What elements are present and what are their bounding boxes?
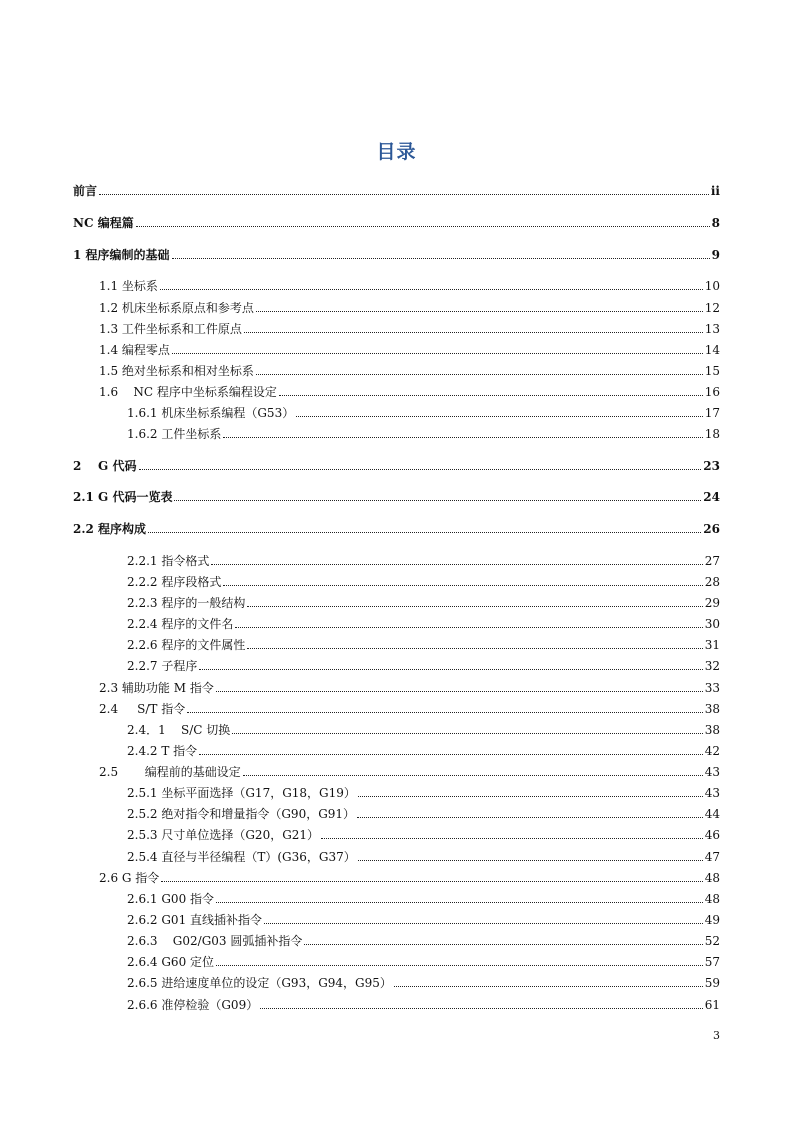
toc-entry-title: 1.6.1 机床坐标系编程（G53） — [127, 406, 295, 420]
toc-entry-page: ii — [710, 184, 720, 198]
toc-entry-title: 2.1 G 代码一览表 — [73, 490, 173, 504]
toc-entry-2-5-1[interactable] — [127, 784, 720, 800]
toc-entry-title: 2.2.4 程序的文件名 — [127, 617, 234, 631]
toc-entry-2-5-3[interactable] — [127, 826, 720, 842]
toc-entry-1-4[interactable] — [99, 341, 720, 357]
toc-entry-2-6-1[interactable] — [127, 890, 720, 906]
toc-leader-dots — [256, 374, 703, 375]
toc-entry-title: 1 程序编制的基础 — [73, 248, 170, 262]
toc-entry-page: 9 — [711, 248, 720, 262]
toc-entry-1-2[interactable] — [99, 299, 720, 315]
toc-leader-dots — [321, 838, 703, 839]
toc-entry-title: 2.5.3 尺寸单位选择（G20，G21） — [127, 828, 320, 842]
toc-entry-page: 49 — [704, 913, 720, 927]
toc-entry-page: 43 — [704, 786, 720, 800]
toc-entry-page: 42 — [704, 744, 720, 758]
toc-leader-dots — [187, 712, 702, 713]
toc-entry-page: 17 — [704, 406, 720, 420]
toc-entry-page: 38 — [704, 702, 720, 716]
toc-entry-2-3[interactable] — [99, 679, 720, 695]
toc-leader-dots — [172, 353, 703, 354]
toc-entry-title: 2.6.6 准停检验（G09） — [127, 998, 259, 1012]
toc-leader-dots — [139, 469, 702, 470]
toc-entry-title: 1.3 工件坐标系和工件原点 — [99, 322, 242, 336]
toc-leader-dots — [247, 648, 702, 649]
toc-leader-dots — [199, 754, 703, 755]
toc-entry-page: 57 — [704, 955, 720, 969]
toc-entry-page: 31 — [704, 638, 720, 652]
toc-entry-title: 2.6.4 G60 定位 — [127, 955, 215, 969]
toc-leader-dots — [216, 691, 703, 692]
toc-entry-title: 1.5 绝对坐标系和相对坐标系 — [99, 364, 254, 378]
toc-leader-dots — [358, 796, 703, 797]
toc-entry-title: 2.5.4 直径与半径编程（T）(G36，G37） — [127, 850, 356, 864]
toc-entry-page: 33 — [704, 681, 720, 695]
toc-entry-page: 8 — [711, 216, 720, 230]
toc-entry-page: 61 — [704, 998, 720, 1012]
toc-entry-page: 52 — [704, 934, 720, 948]
toc-leader-dots — [211, 564, 702, 565]
toc-leader-dots — [235, 627, 702, 628]
toc-entry-page: 38 — [704, 723, 720, 737]
toc-entry-2-6[interactable] — [99, 869, 720, 885]
toc-leader-dots — [296, 416, 703, 417]
toc-leader-dots — [216, 902, 703, 903]
toc-leader-dots — [304, 944, 702, 945]
toc-entry-nc[interactable] — [73, 214, 720, 230]
toc-leader-dots — [358, 860, 703, 861]
toc-entry-page: 32 — [704, 659, 720, 673]
toc-entry-page: 24 — [703, 490, 720, 504]
toc-entry-2-4-1[interactable] — [127, 721, 720, 737]
toc-entry-2-2-6[interactable] — [127, 636, 720, 652]
toc-entry-page: 46 — [704, 828, 720, 842]
toc-entry-title: 2.6.5 进给速度单位的设定（G93，G94，G95） — [127, 976, 392, 990]
toc-entry-title: 2.6 G 指令 — [99, 871, 160, 885]
toc-leader-dots — [148, 532, 701, 533]
toc-leader-dots — [161, 881, 702, 882]
toc-entry-page: 47 — [704, 850, 720, 864]
toc-entry-2-2-2[interactable] — [127, 573, 720, 589]
toc-entry-page: 29 — [704, 596, 720, 610]
toc-entry-title: 1.6.2 工件坐标系 — [127, 427, 222, 441]
toc-leader-dots — [256, 311, 703, 312]
toc-entry-page: 59 — [704, 976, 720, 990]
toc-entry-2-6-6[interactable] — [127, 996, 720, 1012]
toc-entry-2-2-1[interactable] — [127, 552, 720, 568]
toc-entry-title: 2.2.6 程序的文件属性 — [127, 638, 246, 652]
toc-entry-title: 2.2.3 程序的一般结构 — [127, 596, 246, 610]
toc-leader-dots — [260, 1008, 703, 1009]
toc-entry-page: 48 — [704, 871, 720, 885]
toc-entry-page: 18 — [704, 427, 720, 441]
toc-entry-1-6-2[interactable] — [127, 425, 720, 441]
toc-leader-dots — [136, 226, 710, 227]
toc-entry-page: 14 — [704, 343, 720, 357]
toc-entry-title: 2.5 编程前的基础设定 — [99, 765, 241, 779]
toc-leader-dots — [279, 395, 703, 396]
toc-entry-2-2-7[interactable] — [127, 657, 720, 673]
toc-entry-title: 2.5.1 坐标平面选择（G17，G18，G19） — [127, 786, 356, 800]
toc-leader-dots — [216, 965, 703, 966]
toc-entry-title: 2.5.2 绝对指令和增量指令（G90，G91） — [127, 807, 356, 821]
toc-entry-title: 1.6 NC 程序中坐标系编程设定 — [99, 385, 277, 399]
page-title: 目录 — [376, 141, 417, 163]
toc-entry-2-2-3[interactable] — [127, 594, 720, 610]
toc-entry-2-6-2[interactable] — [127, 911, 720, 927]
toc-entry-title: NC 编程篇 — [73, 216, 134, 230]
toc-leader-dots — [223, 437, 702, 438]
toc-entry-page: 12 — [704, 301, 720, 315]
page-number: 3 — [713, 1029, 720, 1042]
toc-leader-dots — [99, 194, 709, 195]
toc-entry-2-6-3[interactable] — [127, 932, 720, 948]
toc-entry-page: 13 — [704, 322, 720, 336]
toc-entry-title: 2.6.2 G01 直线插补指令 — [127, 913, 263, 927]
toc-entry-page: 27 — [704, 554, 720, 568]
toc-entry-title: 前言 — [73, 184, 98, 198]
toc-entry-title: 2.6.1 G00 指令 — [127, 892, 215, 906]
toc-leader-dots — [160, 289, 703, 290]
toc-entry-page: 10 — [704, 279, 720, 293]
toc-entry-2-1[interactable] — [73, 488, 720, 504]
toc-entry-title: 2.4 S/T 指令 — [99, 702, 186, 716]
toc-entry-title: 2.2.2 程序段格式 — [127, 575, 222, 589]
toc-entry-2-2-4[interactable] — [127, 615, 720, 631]
toc-entry-title: 1.2 机床坐标系原点和参考点 — [99, 301, 254, 315]
toc-leader-dots — [174, 500, 701, 501]
toc-entry-page: 23 — [703, 459, 720, 473]
toc-entry-page: 15 — [704, 364, 720, 378]
toc-entry-title: 1.1 坐标系 — [99, 279, 158, 293]
toc-entry-1[interactable] — [73, 246, 720, 262]
toc-entry-title: 2.4.2 T 指令 — [127, 744, 198, 758]
toc-entry-page: 30 — [704, 617, 720, 631]
toc-entry-page: 28 — [704, 575, 720, 589]
toc-entry-2-4[interactable] — [99, 700, 720, 716]
toc-entry-2-6-4[interactable] — [127, 953, 720, 969]
toc-entry-page: 16 — [704, 385, 720, 399]
toc-leader-dots — [232, 733, 702, 734]
toc-leader-dots — [264, 923, 703, 924]
toc-entry-2[interactable] — [73, 457, 720, 473]
toc-entry-title: 2.2.1 指令格式 — [127, 554, 210, 568]
toc-entry-page: 43 — [704, 765, 720, 779]
toc-entry-title: 2 G 代码 — [73, 459, 137, 473]
toc-entry-title: 2.4．1 S/C 切换 — [127, 723, 231, 737]
toc-entry-title: 2.6.3 G02/G03 圆弧插补指令 — [127, 934, 303, 948]
toc-leader-dots — [199, 669, 702, 670]
toc-entry-1-3[interactable] — [99, 320, 720, 336]
toc-leader-dots — [247, 606, 702, 607]
toc-entry-2-5-4[interactable] — [127, 848, 720, 864]
toc-entry-preface[interactable] — [73, 182, 720, 198]
toc-entry-page: 44 — [704, 807, 720, 821]
toc-entry-2-5-2[interactable] — [127, 805, 720, 821]
toc-entry-1-6-1[interactable] — [127, 404, 720, 420]
toc-entry-1-5[interactable] — [99, 362, 720, 378]
toc-entry-title: 2.2 程序构成 — [73, 522, 147, 536]
toc-entry-title: 2.2.7 子程序 — [127, 659, 198, 673]
toc-leader-dots — [244, 332, 703, 333]
toc-leader-dots — [357, 817, 703, 818]
toc-leader-dots — [394, 986, 703, 987]
toc-entry-2-2[interactable] — [73, 520, 720, 536]
toc-entry-title: 2.3 辅助功能 M 指令 — [99, 681, 214, 695]
toc-entry-2-4-2[interactable] — [127, 742, 720, 758]
toc-entry-page: 26 — [703, 522, 720, 536]
toc-entry-1-1[interactable] — [99, 277, 720, 293]
toc-leader-dots — [172, 258, 710, 259]
toc-leader-dots — [223, 585, 702, 586]
toc-entry-title: 1.4 编程零点 — [99, 343, 170, 357]
toc-entry-page: 48 — [704, 892, 720, 906]
toc-entry-2-5[interactable] — [99, 763, 720, 779]
toc-entry-1-6[interactable] — [99, 383, 720, 399]
toc-leader-dots — [243, 775, 703, 776]
toc-entry-2-6-5[interactable] — [127, 974, 720, 990]
